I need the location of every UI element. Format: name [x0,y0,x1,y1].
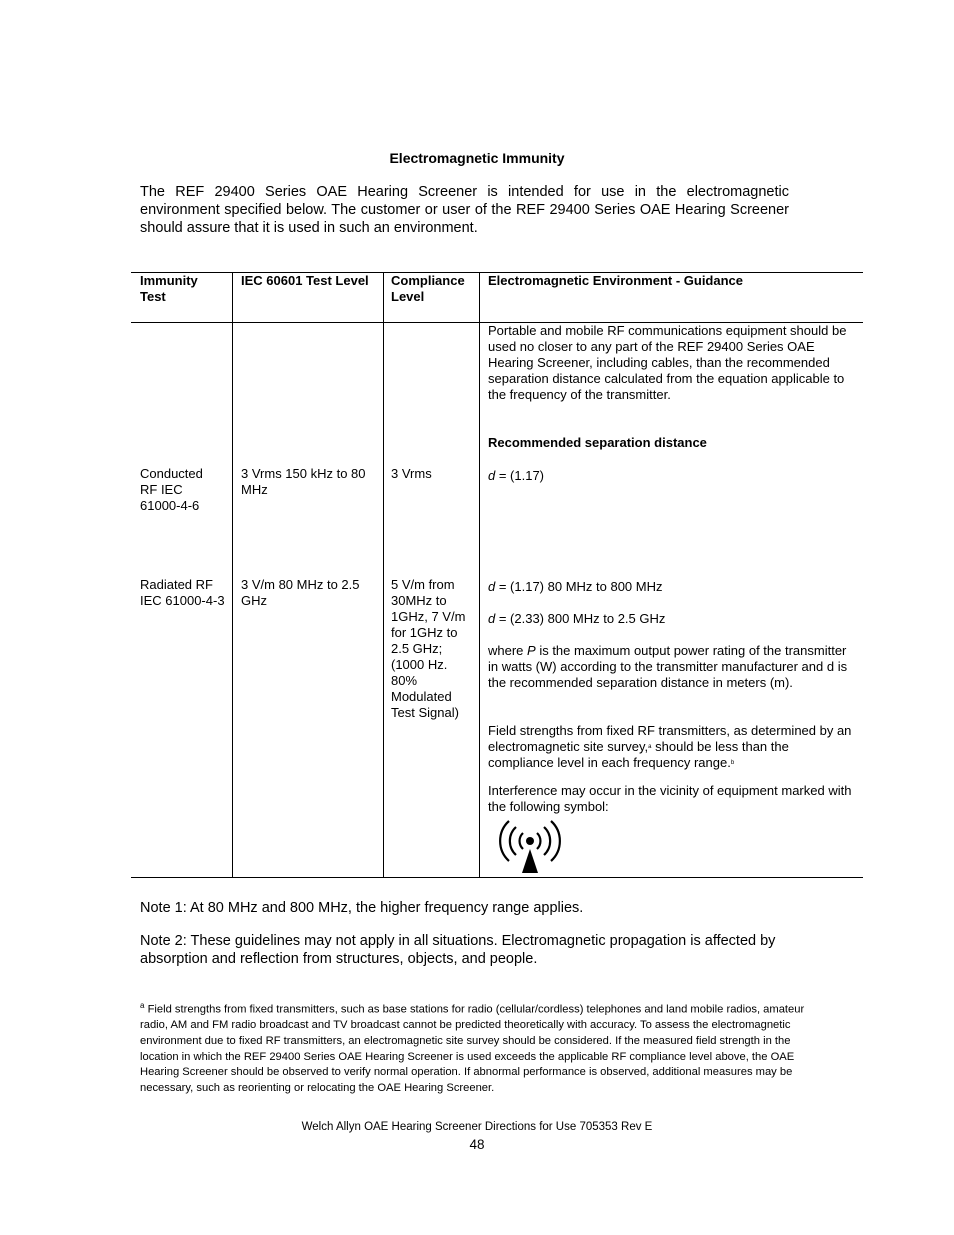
column-divider [479,272,480,878]
header-immunity-test: Immunity Test [140,273,198,304]
guidance-radiated-formula-1: d = (1.17) 80 MHz to 800 MHz [488,579,663,594]
radiated-test-cell: Radiated RF IEC 61000-4-3 [140,577,225,608]
footer-document-reference: Welch Allyn OAE Hearing Screener Directions for Use 705353 Rev E [301,1121,653,1133]
non-ionizing-radiation-icon [496,816,564,874]
note-1: Note 1: At 80 MHz and 800 MHz, the higher frequency range applies. [140,900,584,916]
column-divider [383,272,384,878]
conducted-compliance-cell: 3 Vrms [391,466,432,481]
guidance-radiated-formula-2: d = (2.33) 800 MHz to 2.5 GHz [488,611,666,626]
column-divider [232,272,233,878]
guidance-conducted-formula: d = (1.17) [488,468,545,483]
guidance-field-strengths: Field strengths from fixed RF transmitters, as determined by an electromagnetic site survey,$^a$ should be less than the compliance level in each frequency range.$^b$ [488,723,852,770]
table-bottom-border [131,877,863,878]
header-iec-test-level: IEC 60601 Test Level [241,273,369,288]
header-compliance-level: Compliance Level [391,273,465,304]
page-title: Electromagnetic Immunity [389,150,565,166]
radiated-compliance-cell: 5 V/m from 30MHz to 1GHz, 7 V/m for 1GHz to 2.5 GHz; (1000 Hz. 80% Modulated Test Signal) [391,577,466,720]
guidance-interference: Interference may occur in the vicinity of equipment marked with the following symbol: [488,783,852,814]
note-2: Note 2: These guidelines may not apply in all situations. Electromagnetic propagation is affected by absorption and reflection from structures, objects, and people. [140,933,776,967]
footnote-a: $^a$ Field strengths from fixed transmitters, such as base stations for radio (cellular/cordless) telephones and land mobile radios, amateur radio, AM and FM radio broadcast and TV broadcast cannot be predicted theoretically with accuracy. To assess the electromagnetic environment due to fixed RF transmitters, an electromagnetic site survey should be considered. If the measured field strength in the location in which the REF 29400 Series OAE Hearing Screener is used exceeds the applicable RF compliance level above, the OAE Hearing Screener should be observed to verify normal operation. If abnormal performance is observed, additional measures may be necessary, such as reorienting or relocating the OAE Hearing Screener. [140,1001,805,1094]
guidance-portable-equipment: Portable and mobile RF communications equipment should be used no closer to any part of the REF 29400 Series OAE Hearing Screener, including cables, than the recommended separation distance calculated from the equation applicable to the frequency of the transmitter. [488,323,847,402]
guidance-recommended-heading: Recommended separation distance [488,435,707,450]
radiated-level-cell: 3 V/m 80 MHz to 2.5 GHz [241,577,360,608]
intro-paragraph: The REF 29400 Series OAE Hearing Screener is intended for use in the electromagnetic environment specified below. The customer or user of the REF 29400 Series OAE Hearing Screener should assure that it is used in such an environment. [140,184,789,236]
guidance-where-paragraph: where P is the maximum output power rating of the transmitter in watts (W) according to the transmitter manufacturer and d is the recommended separation distance in meters (m). [488,643,848,690]
conducted-test-cell: Conducted RF IEC 61000-4-6 [140,466,203,513]
header-guidance: Electromagnetic Environment - Guidance [488,273,743,288]
conducted-level-cell: 3 Vrms 150 kHz to 80 MHz [241,466,366,497]
page-number: 48 [469,1137,485,1152]
